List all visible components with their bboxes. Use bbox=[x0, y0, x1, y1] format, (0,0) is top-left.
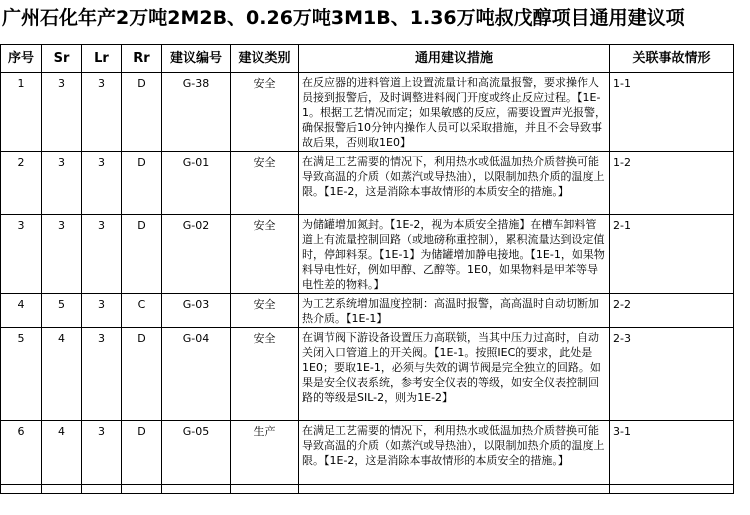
row-id: G-02 bbox=[162, 215, 231, 294]
row-measure: 为工艺系统增加温度控制：高温时报警，高高温时自动切断加热介质。【1E-1】 bbox=[299, 294, 610, 328]
page-title: 广州石化年产2万吨2M2B、0.26万吨3M1B、1.36万吨叔戊醇项目通用建议项 bbox=[2, 7, 685, 29]
row-rr: D bbox=[122, 152, 162, 215]
row-cell-empty bbox=[231, 485, 299, 494]
row-rr: D bbox=[122, 215, 162, 294]
header-category: 建议类别 bbox=[231, 45, 299, 73]
recommendation-table bbox=[0, 44, 734, 494]
row-scenario: 2-3 bbox=[610, 328, 734, 421]
row-rr: D bbox=[122, 73, 162, 152]
table-row bbox=[1, 421, 734, 485]
row-no: 6 bbox=[1, 421, 42, 485]
header-scenario: 关联事故情形 bbox=[610, 45, 734, 73]
row-sr: 3 bbox=[42, 215, 82, 294]
header-id: 建议编号 bbox=[162, 45, 231, 73]
row-cell-empty bbox=[122, 485, 162, 494]
table-row-partial bbox=[1, 485, 734, 494]
row-lr: 3 bbox=[82, 421, 122, 485]
table-row bbox=[1, 152, 734, 215]
table-row bbox=[1, 294, 734, 328]
row-measure: 在反应器的进料管道上设置流量计和高流量报警，要求操作人员接到报警后，及时调整进料阀门开度或终止反应过程。【1E-1。根据工艺情况而定；如果敏感的反应，需要设置声光报警，确保报警后10分钟内操作人员可以采取措施，并且不会导致事故后果，否则取1E0】 bbox=[299, 73, 610, 152]
row-scenario: 2-2 bbox=[610, 294, 734, 328]
row-cell-empty bbox=[42, 485, 82, 494]
row-category: 安全 bbox=[231, 215, 299, 294]
row-lr: 3 bbox=[82, 328, 122, 421]
row-category: 安全 bbox=[231, 152, 299, 215]
row-cell-empty bbox=[299, 485, 610, 494]
row-id: G-01 bbox=[162, 152, 231, 215]
row-category: 安全 bbox=[231, 328, 299, 421]
row-sr: 4 bbox=[42, 421, 82, 485]
header-no: 序号 bbox=[1, 45, 42, 73]
row-category: 安全 bbox=[231, 294, 299, 328]
row-id: G-03 bbox=[162, 294, 231, 328]
row-sr: 4 bbox=[42, 328, 82, 421]
row-scenario: 2-1 bbox=[610, 215, 734, 294]
row-no: 4 bbox=[1, 294, 42, 328]
row-no: 5 bbox=[1, 328, 42, 421]
row-measure: 在调节阀下游设备设置压力高联锁，当其中压力过高时，自动关闭入口管道上的开关阀。【1E-1。按照IEC的要求，此处是1E0；要取1E-1，必须与失效的调节阀是完全独立的回路。如果是安全仪表系统，参考安全仪表的等级，如安全仪表控制回路的等级是SIL-2，则为1E-2】 bbox=[299, 328, 610, 421]
header-rr: Rr bbox=[122, 45, 162, 73]
table-row bbox=[1, 328, 734, 421]
row-rr: D bbox=[122, 328, 162, 421]
row-lr: 3 bbox=[82, 294, 122, 328]
row-cell-empty bbox=[162, 485, 231, 494]
row-id: G-04 bbox=[162, 328, 231, 421]
table-row bbox=[1, 215, 734, 294]
header-lr: Lr bbox=[82, 45, 122, 73]
header-row bbox=[1, 45, 734, 73]
row-sr: 3 bbox=[42, 73, 82, 152]
row-scenario: 1-1 bbox=[610, 73, 734, 152]
row-lr: 3 bbox=[82, 73, 122, 152]
row-sr: 3 bbox=[42, 152, 82, 215]
row-sr: 5 bbox=[42, 294, 82, 328]
row-scenario: 1-2 bbox=[610, 152, 734, 215]
row-cell-empty bbox=[1, 485, 42, 494]
row-category: 生产 bbox=[231, 421, 299, 485]
row-no: 2 bbox=[1, 152, 42, 215]
row-rr: C bbox=[122, 294, 162, 328]
row-id: G-38 bbox=[162, 73, 231, 152]
table-row bbox=[1, 73, 734, 152]
row-cell-empty bbox=[610, 485, 734, 494]
header-sr: Sr bbox=[42, 45, 82, 73]
row-no: 1 bbox=[1, 73, 42, 152]
row-category: 安全 bbox=[231, 73, 299, 152]
header-measure: 通用建议措施 bbox=[299, 45, 610, 73]
row-lr: 3 bbox=[82, 152, 122, 215]
row-lr: 3 bbox=[82, 215, 122, 294]
row-scenario: 3-1 bbox=[610, 421, 734, 485]
row-measure: 在满足工艺需要的情况下，利用热水或低温加热介质替换可能导致高温的介质（如蒸汽或导热油），以限制加热介质的温度上限。【1E-2，这是消除本事故情形的本质安全的措施。】 bbox=[299, 421, 610, 485]
row-cell-empty bbox=[82, 485, 122, 494]
row-id: G-05 bbox=[162, 421, 231, 485]
row-measure: 在满足工艺需要的情况下，利用热水或低温加热介质替换可能导致高温的介质（如蒸汽或导热油），以限制加热介质的温度上限。【1E-2，这是消除本事故情形的本质安全的措施。】 bbox=[299, 152, 610, 215]
row-no: 3 bbox=[1, 215, 42, 294]
row-rr: D bbox=[122, 421, 162, 485]
row-measure: 为储罐增加氮封。【1E-2，视为本质安全措施】在槽车卸料管道上有流量控制回路（或地磅称重控制），累积流量达到设定值时，停卸料泵。【1E-1】为储罐增加静电接地。【1E-1，如果物料导电性好，例如甲醇、乙醇等。1E0，如果物料是甲苯等导电性差的物料。】 bbox=[299, 215, 610, 294]
